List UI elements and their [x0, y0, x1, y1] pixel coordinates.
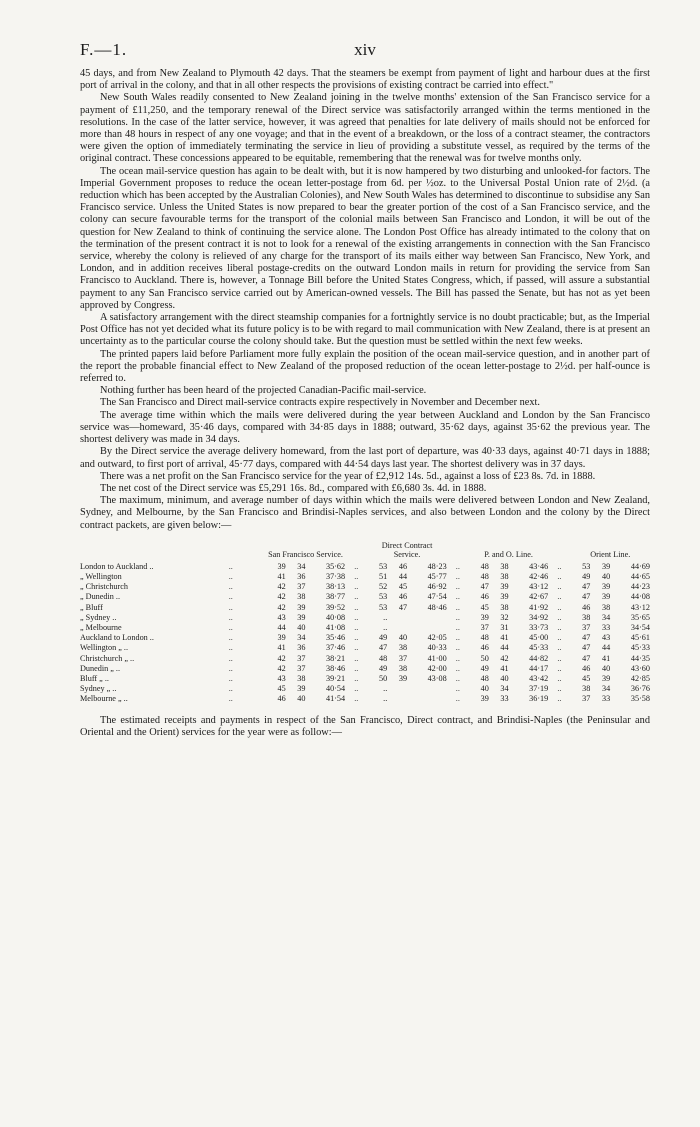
- avg-days: 41·54: [326, 694, 346, 704]
- paragraph: The San Francisco and Direct mail-service contracts expire respectively in November and December next.: [100, 397, 541, 409]
- max-days: 53: [379, 592, 388, 602]
- max-days: ..: [383, 612, 388, 622]
- max-days: 49: [379, 633, 388, 643]
- avg-days: 34·92: [529, 612, 549, 622]
- min-days: 39: [297, 684, 306, 694]
- avg-days: 42·46: [529, 571, 549, 581]
- max-days: 51: [379, 571, 388, 581]
- separator: ..: [557, 633, 562, 643]
- leader-dots: ..: [228, 571, 233, 581]
- paragraph: The maximum, minimum, and average number of days within which the mails were delivered between London and New Zealand, Sydney, and Melbourne, by the San Francisco and Brindisi-Naples services, and also between London and the colony by the Direct contract packets, are given below:—: [80, 495, 650, 531]
- page-number: xiv: [354, 40, 376, 59]
- row-label: „ Sydney ..: [80, 612, 117, 622]
- max-days: 37: [582, 694, 591, 704]
- max-days: 38: [582, 684, 591, 694]
- min-days: 37: [297, 663, 306, 673]
- paragraph: The ocean mail-service question has again to be dealt with, but it is now hampered by two disturbing and unlooked-for factors. The Imperial Government proposes to reduce the ocean letter-postage from 6d. per ½oz. to the Universal Postal Union rate of 2½d. (a reduction which has been accepted by the Australian Colonies), and New South Wales has determined to discontinue to subsidise any San Francisco service. Unless the United States is now prepared to bear the greater portion of the cost of a San Francisco service, and the colony can secure favourable terms for the transport of the colonial mails between San Francisco and London, it will be out of the question for New Zealand to think of continuing the service alone. The London Post Office has already intimated to the colony that on the termination of the present contract it is not to look for a renewal of the existing arrangements in connection with the San Francisco service, whereby the colony is relieved of any charge for the transport of its mails either way between San Francisco, New York, and London, and in addition receives liberal postage-credits on the outward London mails in return for providing the service from San Francisco to Auckland. There is, however, a Tonnage Bill before the United States Congress, which, if passed, will assure a substantial payment to any San Francisco service carried out by American-owned vessels. The Bill has passed the Senate, but has not as yet been approved by Congress.: [80, 165, 650, 311]
- separator: ..: [557, 643, 562, 653]
- avg-days: 43·08: [427, 673, 447, 683]
- max-days: 39: [277, 561, 286, 571]
- max-days: 42: [277, 663, 286, 673]
- min-days: 39: [601, 561, 611, 571]
- max-days: 41: [277, 643, 286, 653]
- avg-days: 40·08: [326, 612, 346, 622]
- row-label: London to Auckland ..: [80, 561, 154, 571]
- separator: ..: [354, 684, 359, 694]
- row-label: Sydney „ ..: [80, 684, 117, 694]
- separator: ..: [354, 561, 359, 571]
- max-days: 48: [379, 653, 388, 663]
- row-label: „ Bluff: [80, 602, 103, 612]
- max-days: 47: [582, 582, 591, 592]
- table-row: [80, 654, 650, 664]
- row-label: Auckland to London ..: [80, 633, 154, 643]
- separator: ..: [455, 653, 460, 663]
- row-label: Wellington „ ..: [80, 643, 129, 653]
- min-days: 38: [500, 561, 509, 571]
- separator: ..: [557, 622, 562, 632]
- leader-dots: ..: [228, 561, 233, 571]
- table-row: [80, 633, 650, 643]
- separator: ..: [354, 694, 359, 704]
- min-days: 33: [500, 694, 509, 704]
- separator: ..: [557, 673, 562, 683]
- min-days: 43: [601, 633, 611, 643]
- avg-days: 36·76: [630, 684, 650, 694]
- separator: ..: [557, 571, 562, 581]
- stray-mark: ﾠ: [232, 998, 241, 1008]
- min-days: 34: [297, 633, 306, 643]
- avg-days: 43·12: [630, 602, 650, 612]
- avg-days: 39·52: [326, 602, 346, 612]
- table-row: [80, 694, 650, 704]
- leader-dots: ..: [228, 684, 233, 694]
- separator: ..: [354, 582, 359, 592]
- separator: ..: [455, 673, 460, 683]
- max-days: ..: [383, 684, 388, 694]
- max-days: 39: [480, 612, 489, 622]
- leader-dots: ..: [228, 673, 233, 683]
- page-header: [80, 40, 650, 68]
- avg-days: 45·33: [529, 643, 549, 653]
- min-days: 34: [601, 612, 611, 622]
- paragraph: New South Wales readily consented to New Zealand joining in the twelve months' extension of the San Francisco service for a payment of £11,250, and the temporary renewal of the Direct service was satisfactorily arranged within the terms mentioned in the resolutions. In the case of the latter service, however, it was agreed that penalties for late delivery of mails should not be enforced for more than 48 hours in respect of any one voyage; and that in the event of a breakdown, or the loss of a contract steamer, the contractors were given the option of immediately terminating the service in lieu of providing a substitute vessel, as required by the terms of the original contract. These concessions appeared to be equitable, remembering that the renewal was for twelve months only.: [80, 92, 650, 165]
- paragraph: Nothing further has been heard of the projected Canadian-Pacific mail-service.: [100, 385, 427, 397]
- max-days: 47: [582, 633, 591, 643]
- separator: ..: [354, 633, 359, 643]
- avg-days: 43·42: [529, 673, 549, 683]
- max-days: 52: [379, 582, 388, 592]
- separator: ..: [557, 684, 562, 694]
- separator: ..: [557, 582, 562, 592]
- paragraph: 45 days, and from New Zealand to Plymouth 42 days. That the steamers be exempt from payment of light and harbour dues at the first port of arrival in the colony, and that in all other respects the provisions of existing contract be carried into effect.": [80, 68, 650, 92]
- avg-days: 38·77: [326, 592, 346, 602]
- avg-days: 44·69: [630, 561, 650, 571]
- max-days: 49: [379, 663, 388, 673]
- avg-days: [407, 694, 447, 704]
- mail-delivery-table: [80, 540, 650, 705]
- avg-days: 35·65: [630, 612, 650, 622]
- max-days: 48: [480, 561, 489, 571]
- min-days: 40: [297, 622, 306, 632]
- table-row: [80, 643, 650, 653]
- separator: ..: [354, 622, 359, 632]
- min-days: 46: [398, 561, 408, 571]
- avg-days: 42·00: [427, 663, 447, 673]
- min-days: 41: [500, 663, 509, 673]
- max-days: 46: [277, 694, 286, 704]
- min-days: 37: [297, 653, 306, 663]
- min-days: 40: [601, 571, 611, 581]
- avg-days: 46·92: [427, 582, 447, 592]
- avg-days: 40·33: [427, 643, 447, 653]
- leader-dots: ..: [228, 694, 233, 704]
- row-label: „ Wellington: [80, 571, 122, 581]
- max-days: 47: [582, 653, 591, 663]
- max-days: 43: [277, 612, 286, 622]
- paragraph: A satisfactory arrangement with the direct steamship companies for a fortnightly service is no doubt practicable; but, as the Imperial Post Office has not yet decided what its future policy is to be with regard to mail communication with New Zealand, there is at present an uncertainty as to the particular course the colony should take. But the question must be settled within the next few weeks.: [80, 312, 650, 348]
- col-header-po: P. and O. Line.: [484, 549, 533, 559]
- avg-days: 42·67: [529, 592, 549, 602]
- min-days: 47: [398, 602, 408, 612]
- avg-days: 35·62: [326, 561, 346, 571]
- separator: ..: [455, 633, 460, 643]
- avg-days: 33·73: [529, 622, 549, 632]
- closing-text: The estimated receipts and payments in respect of the San Francisco, Direct contract, and Brindisi-Naples (the Peninsular and Oriental and the Orient) services for the year were as follow:—: [80, 714, 650, 738]
- min-days: 32: [500, 612, 509, 622]
- paragraph: There was a net profit on the San Francisco service for the year of £2,912 14s. 5d., against a loss of £23 8s. 7d. in 1888.: [100, 470, 596, 482]
- leader-dots: ..: [228, 633, 233, 643]
- max-days: 48: [480, 571, 489, 581]
- col-header-sf: San Francisco Service.: [268, 549, 343, 559]
- min-days: 42: [500, 653, 509, 663]
- max-days: 46: [582, 663, 591, 673]
- min-days: 40: [500, 673, 509, 683]
- max-days: 38: [582, 612, 591, 622]
- avg-days: 38·21: [326, 653, 346, 663]
- max-days: 49: [480, 663, 489, 673]
- min-days: 38: [500, 602, 509, 612]
- max-days: 53: [379, 561, 388, 571]
- separator: ..: [354, 612, 359, 622]
- table-row: [80, 674, 650, 684]
- paragraph: By the Direct service the average delivery homeward, from the last port of departure, was 40·33 days, against 40·71 days in 1888; and outward, to first port of arrival, 45·77 days, compared with 44·54 days last year. The shortest delivery was in 37 days.: [80, 446, 650, 470]
- max-days: 49: [582, 571, 591, 581]
- max-days: 50: [480, 653, 489, 663]
- table-row: [80, 664, 650, 674]
- separator: ..: [455, 602, 460, 612]
- table-row: [80, 562, 650, 572]
- avg-days: 36·19: [529, 694, 549, 704]
- max-days: 47: [379, 643, 388, 653]
- max-days: 45: [277, 684, 286, 694]
- separator: ..: [354, 673, 359, 683]
- row-label: Bluff „ ..: [80, 673, 109, 683]
- row-label: „ Christchurch: [80, 582, 128, 592]
- min-days: 38: [601, 602, 611, 612]
- separator: ..: [455, 622, 460, 632]
- leader-dots: ..: [228, 622, 233, 632]
- max-days: 47: [582, 592, 591, 602]
- avg-days: 44·23: [630, 582, 650, 592]
- avg-days: 37·46: [326, 643, 346, 653]
- table-row: [80, 684, 650, 694]
- min-days: 39: [601, 673, 611, 683]
- table-header-row: [80, 540, 650, 562]
- avg-days: 37·19: [529, 684, 549, 694]
- min-days: 34: [297, 561, 306, 571]
- avg-days: 45·61: [630, 633, 650, 643]
- avg-days: 48·23: [427, 561, 447, 571]
- avg-days: 41·08: [326, 622, 346, 632]
- max-days: 50: [379, 673, 388, 683]
- max-days: 53: [379, 602, 388, 612]
- min-days: 39: [500, 592, 509, 602]
- avg-days: 45·33: [630, 643, 650, 653]
- avg-days: 45·00: [529, 633, 549, 643]
- min-days: 41: [601, 653, 611, 663]
- separator: ..: [455, 663, 460, 673]
- max-days: ..: [383, 694, 388, 704]
- min-days: 37: [297, 582, 306, 592]
- min-days: 40: [297, 694, 306, 704]
- max-days: 40: [480, 684, 489, 694]
- min-days: 41: [500, 633, 509, 643]
- separator: ..: [455, 561, 460, 571]
- max-days: 44: [277, 622, 286, 632]
- table-row: [80, 603, 650, 613]
- max-days: 46: [480, 643, 489, 653]
- max-days: ..: [383, 622, 388, 632]
- avg-days: 38·46: [326, 663, 346, 673]
- min-days: 39: [500, 582, 509, 592]
- avg-days: 34·54: [630, 622, 650, 632]
- separator: ..: [455, 582, 460, 592]
- table-row: [80, 592, 650, 602]
- separator: ..: [354, 653, 359, 663]
- max-days: 42: [277, 602, 286, 612]
- min-days: 37: [398, 653, 408, 663]
- avg-days: 44·35: [630, 653, 650, 663]
- min-days: [387, 613, 407, 623]
- avg-days: 43·60: [630, 663, 650, 673]
- leader-dots: ..: [228, 663, 233, 673]
- separator: ..: [354, 602, 359, 612]
- max-days: 42: [277, 582, 286, 592]
- avg-days: [407, 613, 447, 623]
- leader-dots: ..: [228, 582, 233, 592]
- closing-paragraph: [80, 715, 650, 739]
- min-days: 34: [601, 684, 611, 694]
- avg-days: 41·00: [427, 653, 447, 663]
- separator: ..: [557, 612, 562, 622]
- max-days: 53: [582, 561, 591, 571]
- min-days: 44: [398, 571, 408, 581]
- document-page: [80, 40, 650, 739]
- paragraph: The printed papers laid before Parliament more fully explain the position of the ocean mail-service question, and in another part of the report the probable financial effect to New Zealand of the proposed reduction of the ocean letter-postage to 2½d. per half-ounce is referred to.: [80, 348, 650, 385]
- min-days: 39: [297, 602, 306, 612]
- table-row: [80, 623, 650, 633]
- avg-days: 44·08: [630, 592, 650, 602]
- avg-days: 40·54: [326, 684, 346, 694]
- min-days: 44: [500, 643, 509, 653]
- min-days: [387, 694, 407, 704]
- avg-days: 37·38: [326, 571, 346, 581]
- avg-days: 44·65: [630, 571, 650, 581]
- min-days: 38: [398, 643, 408, 653]
- paragraph: The average time within which the mails were delivered during the year between Auckland and London by the San Francisco service was—homeward, 35·46 days, compared with 34·85 days in 1888; outward, 35·62 days, against 35·62 the previous year. The shortest delivery was made in 34 days.: [80, 409, 650, 446]
- separator: ..: [455, 592, 460, 602]
- separator: ..: [455, 612, 460, 622]
- min-days: 39: [297, 612, 306, 622]
- avg-days: 44·82: [529, 653, 549, 663]
- separator: ..: [557, 694, 562, 704]
- avg-days: 48·46: [427, 602, 447, 612]
- min-days: 39: [601, 582, 611, 592]
- leader-dots: ..: [228, 653, 233, 663]
- avg-days: 44·17: [529, 663, 549, 673]
- avg-days: [407, 623, 447, 633]
- row-label: „ Dunedin ..: [80, 592, 121, 602]
- col-header-orient: Orient Line.: [590, 549, 631, 559]
- avg-days: 47·54: [427, 592, 447, 602]
- table-row: [80, 582, 650, 592]
- separator: ..: [455, 643, 460, 653]
- min-days: 36: [297, 643, 306, 653]
- min-days: 38: [297, 592, 306, 602]
- row-label: Christchurch „ ..: [80, 653, 135, 663]
- separator: ..: [557, 561, 562, 571]
- max-days: 45: [582, 673, 591, 683]
- min-days: 46: [398, 592, 408, 602]
- max-days: 46: [582, 602, 591, 612]
- separator: ..: [354, 571, 359, 581]
- document-reference: F.—1.: [80, 40, 128, 59]
- max-days: 48: [480, 673, 489, 683]
- avg-days: 38·13: [326, 582, 346, 592]
- avg-days: 42·85: [630, 673, 650, 683]
- min-days: 33: [601, 622, 611, 632]
- max-days: 42: [277, 653, 286, 663]
- max-days: 39: [277, 633, 286, 643]
- avg-days: 42·05: [427, 633, 447, 643]
- avg-days: 43·46: [529, 561, 549, 571]
- avg-days: [407, 684, 447, 694]
- min-days: 39: [398, 673, 408, 683]
- min-days: [387, 684, 407, 694]
- body-text: [80, 68, 650, 532]
- avg-days: 35·46: [326, 633, 346, 643]
- row-label: Dunedin „ ..: [80, 663, 121, 673]
- separator: ..: [455, 694, 460, 704]
- leader-dots: ..: [228, 612, 233, 622]
- max-days: 47: [582, 643, 591, 653]
- min-days: 33: [601, 694, 611, 704]
- separator: ..: [455, 571, 460, 581]
- max-days: 45: [480, 602, 489, 612]
- max-days: 41: [277, 571, 286, 581]
- min-days: 39: [601, 592, 611, 602]
- separator: ..: [455, 684, 460, 694]
- leader-dots: ..: [228, 643, 233, 653]
- max-days: 37: [480, 622, 489, 632]
- row-label: „ Melbourne: [80, 622, 122, 632]
- max-days: 43: [277, 673, 286, 683]
- leader-dots: ..: [228, 602, 233, 612]
- max-days: 48: [480, 633, 489, 643]
- min-days: 38: [500, 571, 509, 581]
- col-header-direct: Direct Contract Service.: [381, 540, 433, 559]
- separator: ..: [557, 592, 562, 602]
- min-days: 36: [297, 571, 306, 581]
- avg-days: 39·21: [326, 673, 346, 683]
- avg-days: 41·92: [529, 602, 549, 612]
- separator: ..: [354, 592, 359, 602]
- min-days: [387, 623, 407, 633]
- separator: ..: [354, 643, 359, 653]
- separator: ..: [354, 663, 359, 673]
- table-row: [80, 613, 650, 623]
- table-row: [80, 572, 650, 582]
- min-days: 40: [398, 633, 408, 643]
- paragraph: The net cost of the Direct service was £5,291 16s. 8d., compared with £6,680 3s. 4d. in 1888.: [100, 482, 487, 494]
- min-days: 31: [500, 622, 509, 632]
- avg-days: 43·12: [529, 582, 549, 592]
- leader-dots: ..: [228, 592, 233, 602]
- min-days: 40: [601, 663, 611, 673]
- separator: ..: [557, 663, 562, 673]
- avg-days: 45·77: [427, 571, 447, 581]
- max-days: 42: [277, 592, 286, 602]
- max-days: 37: [582, 622, 591, 632]
- row-label: Melbourne „ ..: [80, 694, 128, 704]
- min-days: 45: [398, 582, 408, 592]
- separator: ..: [557, 653, 562, 663]
- min-days: 34: [500, 684, 509, 694]
- min-days: 38: [398, 663, 408, 673]
- max-days: 46: [480, 592, 489, 602]
- max-days: 39: [480, 694, 489, 704]
- max-days: 47: [480, 582, 489, 592]
- avg-days: 35·58: [630, 694, 650, 704]
- min-days: 44: [601, 643, 611, 653]
- separator: ..: [557, 602, 562, 612]
- min-days: 38: [297, 673, 306, 683]
